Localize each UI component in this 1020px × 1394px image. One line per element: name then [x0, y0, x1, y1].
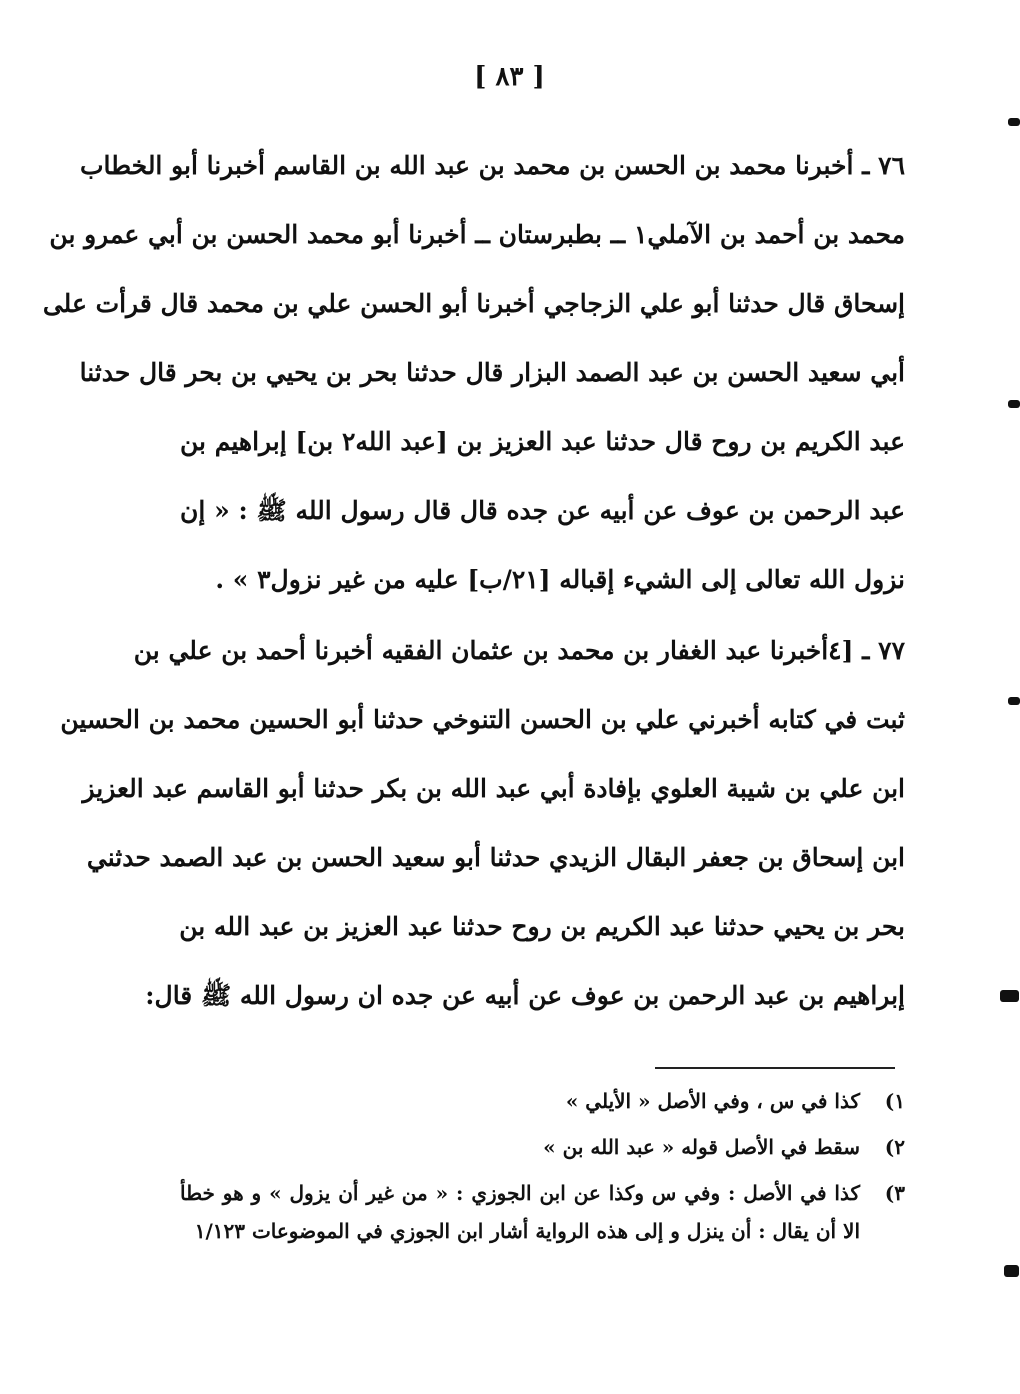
text-line: إبراهيم بن عبد الرحمن بن عوف عن أبيه عن جده ان رسول الله ﷺ قال:: [145, 981, 905, 1010]
scan-mark: [1008, 118, 1020, 126]
footnote-line: كذا في س ، وفي الأصل « الأيلي »: [565, 1089, 860, 1113]
text-line: عبد الرحمن بن عوف عن أبيه عن جده قال قال رسول الله ﷺ : « إن: [180, 496, 905, 525]
footnote-body: [180, 1082, 860, 1120]
scan-mark: [1008, 400, 1020, 408]
footnote-3: [180, 1174, 905, 1250]
hadith-paragraph-77: [60, 616, 905, 1030]
scan-mark: [1004, 1265, 1019, 1277]
text-line: ٧٦ ـ أخبرنا محمد بن الحسن بن محمد بن عبد الله بن القاسم أخبرنا أبو الخطاب: [80, 151, 905, 180]
footnote-line: كذا في الأصل : وفي س وكذا عن ابن الجوزي : « من غير أن يزول » و هو خطأ: [180, 1181, 860, 1205]
footnote-body: [180, 1128, 860, 1166]
footnote-line: الا أن يقال : أن ينزل و إلى هذه الرواية أشار ابن الجوزي في الموضوعات ١/١٢٣: [194, 1219, 860, 1243]
footnote-2: [180, 1128, 905, 1166]
footnote-1: [180, 1082, 905, 1120]
footnote-separator: [655, 1067, 895, 1069]
scan-mark: [1008, 697, 1020, 705]
footnote-number: ٣): [884, 1181, 905, 1205]
footnote-number: ٢): [884, 1135, 905, 1159]
footnotes: [180, 1082, 905, 1258]
page-number: [ ٨٣ ]: [474, 62, 545, 92]
footnote-body: [180, 1174, 860, 1250]
text-line: ابن إسحاق بن جعفر البقال الزيدي حدثنا أبو سعيد الحسن بن عبد الصمد حدثني: [86, 843, 905, 872]
text-line: ثبت في كتابه أخبرني علي بن الحسن التنوخي حدثنا أبو الحسين محمد بن الحسين: [60, 705, 905, 734]
scan-mark: [1000, 990, 1019, 1002]
text-line: نزول الله تعالى إلى الشيء إقباله [٢١/ب] عليه من غير نزول٣ » .: [215, 565, 905, 594]
text-line: بحر بن يحيي حدثنا عبد الكريم بن روح حدثنا عبد العزيز بن عبد الله بن: [179, 912, 905, 941]
text-line: عبد الكريم بن روح قال حدثنا عبد العزيز بن [عبد الله٢ بن] إبراهيم بن: [180, 427, 905, 456]
text-line: ٧٧ ـ [٤أخبرنا عبد الغفار بن محمد بن عثمان الفقيه أخبرنا أحمد بن علي بن: [133, 636, 905, 665]
text-line: إسحاق قال حدثنا أبو علي الزجاجي أخبرنا أبو الحسن علي بن محمد قال قرأت على: [42, 289, 905, 318]
footnote-number: ١): [884, 1089, 905, 1113]
text-line: محمد بن أحمد بن الآملي١ ــ بطبرستان ــ أخبرنا أبو محمد الحسن بن أبي عمرو بن: [49, 220, 905, 249]
text-line: ابن علي بن شيبة العلوي بإفادة أبي عبد الله بن بكر حدثنا أبو القاسم عبد العزيز: [82, 774, 905, 803]
text-line: أبي سعيد الحسن بن عبد الصمد البزار قال حدثنا بحر بن يحيي بن بحر قال حدثنا: [79, 358, 905, 387]
footnote-line: سقط في الأصل قوله « عبد الله بن »: [543, 1135, 860, 1159]
hadith-paragraph-76: [42, 131, 905, 614]
